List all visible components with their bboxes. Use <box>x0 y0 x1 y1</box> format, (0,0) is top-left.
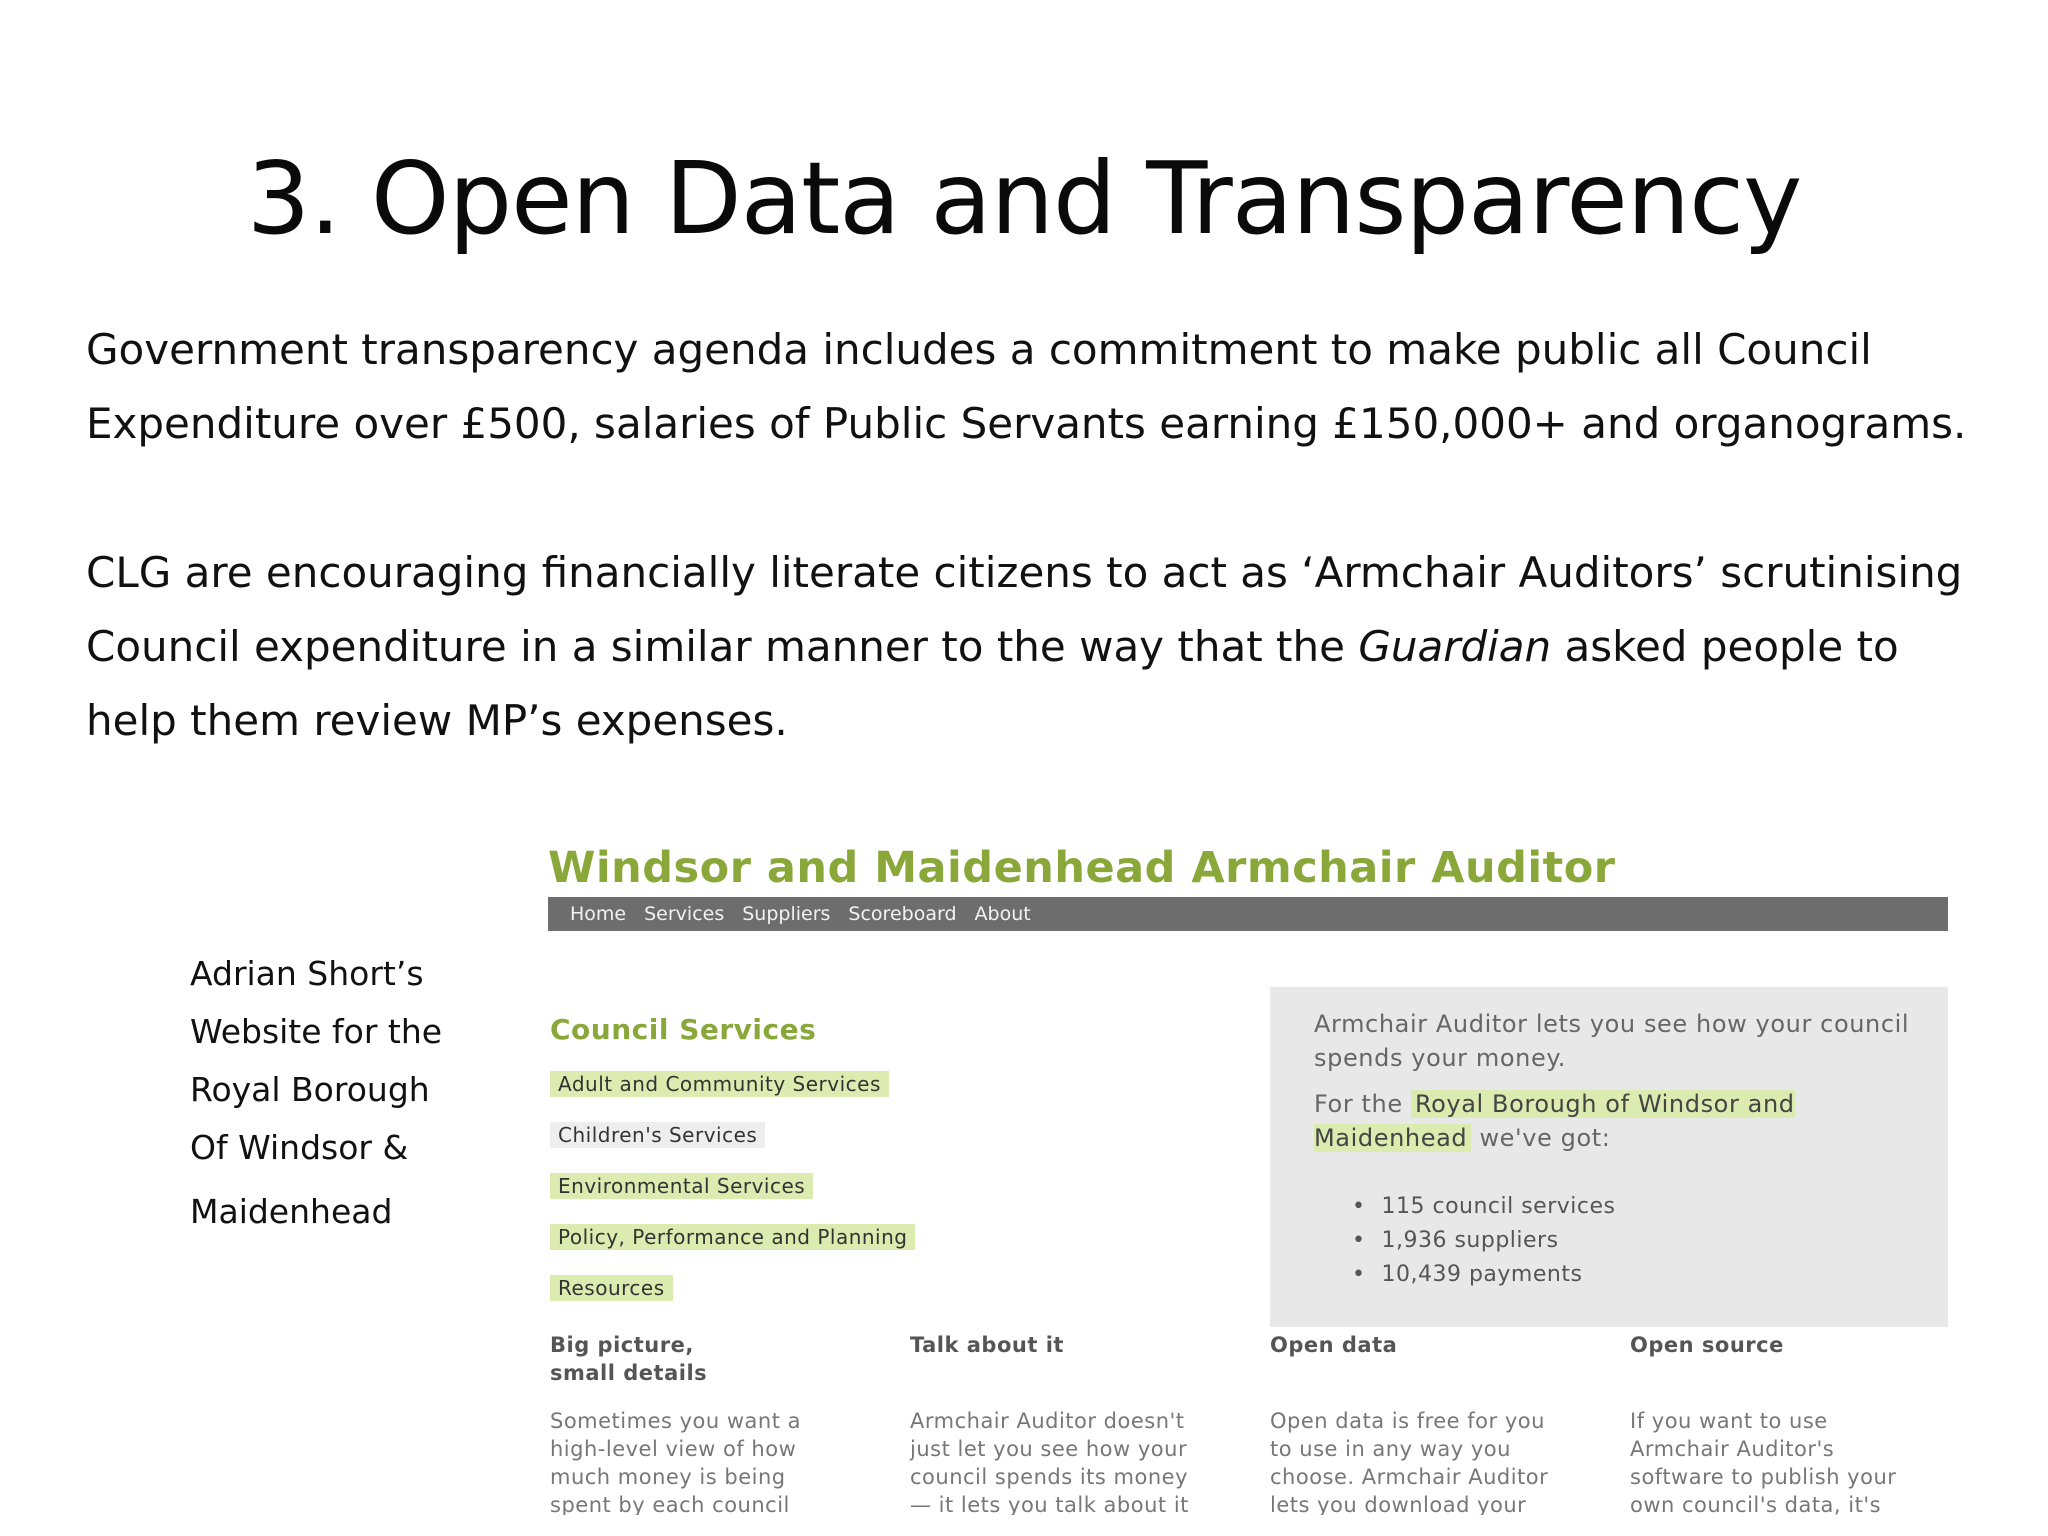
feature-column-talk-about-it <box>910 1331 1230 1515</box>
feature-heading: Talk about it <box>910 1333 1064 1357</box>
caption-line: Maidenhead <box>190 1192 393 1231</box>
feature-heading: Open source <box>1630 1333 1784 1357</box>
info-weve-got: we've got: <box>1479 1124 1611 1152</box>
council-name-link[interactable]: Royal Borough of Windsor and Maidenhead <box>1314 1090 1795 1152</box>
feature-column-open-source <box>1630 1331 1948 1515</box>
caption-line: Royal Borough <box>190 1070 430 1109</box>
feature-column-open-data <box>1270 1331 1590 1515</box>
service-link-resources[interactable]: Resources <box>550 1275 673 1301</box>
feature-text: If you want to use Armchair Auditor's software to publish your own council's data, it's <box>1630 1409 1897 1515</box>
nav-about[interactable]: About <box>974 903 1031 925</box>
caption-line: Website for the <box>190 1012 443 1051</box>
info-council-line <box>1314 1087 1914 1155</box>
feature-column-big-picture <box>550 1331 870 1515</box>
stats-list <box>1352 1190 1616 1292</box>
slide-title: 3. Open Data and Transparency <box>246 140 1802 257</box>
nav-scoreboard[interactable]: Scoreboard <box>848 903 957 925</box>
info-intro: Armchair Auditor lets you see how your council spends your money. <box>1314 1010 1910 1072</box>
nav-services[interactable]: Services <box>644 903 725 925</box>
feature-text: Sometimes you want a high-level view of how much money is being spent by each council <box>550 1409 802 1515</box>
feature-text: Armchair Auditor doesn't just let you see how your council spends its money — it lets you talk about it <box>910 1409 1189 1515</box>
armchair-auditors-paragraph <box>86 536 1986 758</box>
feature-heading: Open data <box>1270 1333 1398 1357</box>
nav-suppliers[interactable]: Suppliers <box>742 903 831 925</box>
feature-text: Open data is free for you to use in any way you choose. Armchair Auditor lets you download your <box>1270 1409 1549 1515</box>
site-title: Windsor and Maidenhead Armchair Auditor <box>548 843 1616 893</box>
transparency-paragraph: Government transparency agenda includes a commitment to make public all Council Expenditure over £500, salaries of Public Servants earning £150,000+ and organograms. <box>86 325 1967 448</box>
stat-services: • 115 council services <box>1352 1190 1616 1224</box>
caption-line: Adrian Short’s <box>190 954 424 993</box>
caption-line: Of Windsor & <box>190 1128 409 1167</box>
guardian-italic: Guardian <box>1358 622 1552 671</box>
service-link-childrens[interactable]: Children's Services <box>550 1122 765 1148</box>
service-link-policy-planning[interactable]: Policy, Performance and Planning <box>550 1224 915 1250</box>
stat-payments: • 10,439 payments <box>1352 1258 1616 1292</box>
website-screenshot <box>548 835 1948 1515</box>
info-for-the: For the <box>1314 1090 1403 1118</box>
service-link-environmental[interactable]: Environmental Services <box>550 1173 813 1199</box>
para2-text-start: CLG are encouraging financially literate citizens to act as ‘Armchair Auditors’ scrutinising Council expenditure in a similar manner to the way that the <box>86 548 1963 671</box>
feature-heading: Big picture, small details <box>550 1333 708 1385</box>
site-nav-bar <box>548 897 1948 931</box>
stat-suppliers: • 1,936 suppliers <box>1352 1224 1616 1258</box>
website-caption <box>190 945 490 1241</box>
info-panel <box>1270 987 1948 1327</box>
nav-home[interactable]: Home <box>570 903 627 925</box>
service-link-adult-community[interactable]: Adult and Community Services <box>550 1071 889 1097</box>
para2-text-end: asked people to help them review MP’s expenses. <box>86 622 1899 745</box>
council-services-heading: Council Services <box>550 1013 817 1046</box>
